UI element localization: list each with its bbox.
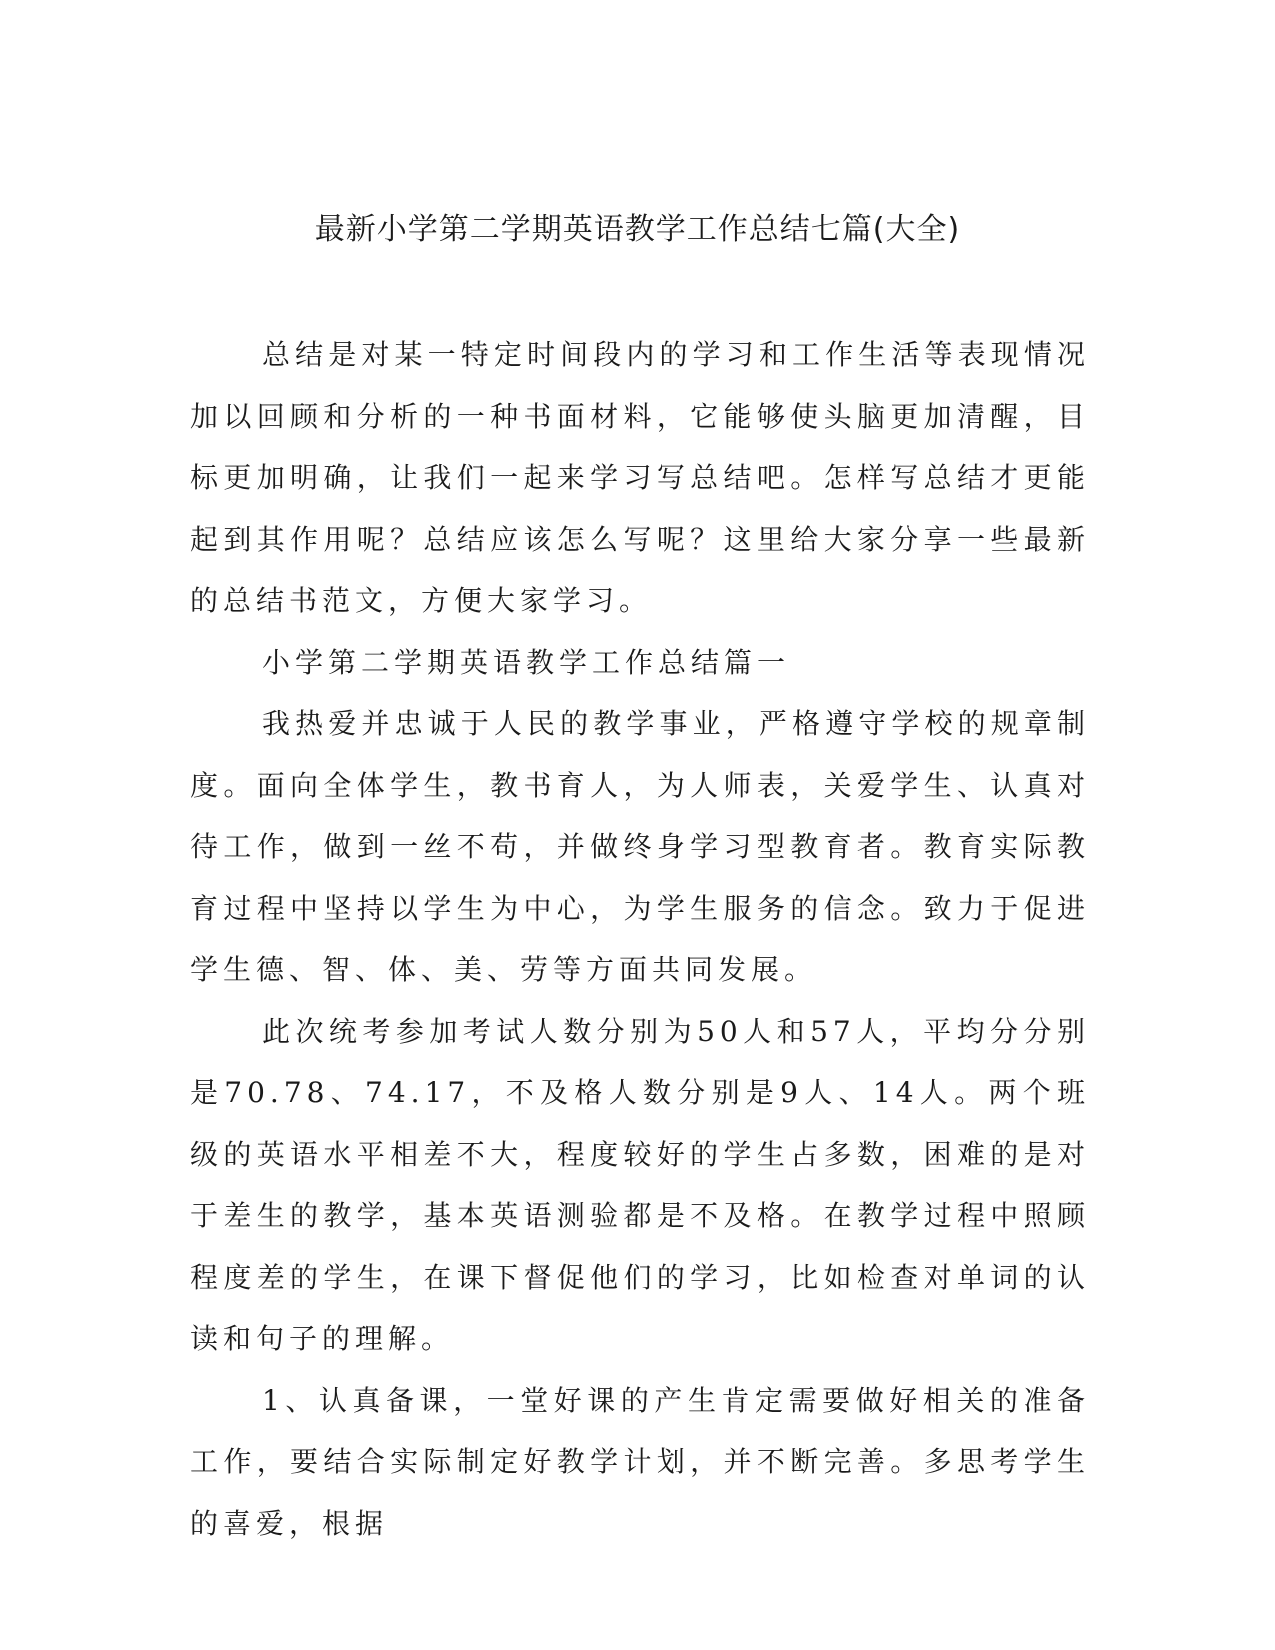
- section-heading: 小学第二学期英语教学工作总结篇一: [262, 645, 791, 679]
- paragraph-intro: 总结是对某一特定时间段内的学习和工作生活等表现情况加以回顾和分析的一种书面材料，它能够使头脑更加清醒，目标更加明确，让我们一起来学习写总结吧。怎样写总结才更能起到其作用呢？总结应该怎么写呢？这里给大家分享一些最新的总结书范文，方便大家学习。: [190, 338, 1090, 617]
- paragraph-exam-results: 此次统考参加考试人数分别为50人和57人，平均分分别是70.78、74.17，不及格人数分别是9人、14人。两个班级的英语水平相差不大，程度较好的学生占多数，困难的是对于差生的教学，基本英语测验都是不及格。在教学过程中照顾程度差的学生，在课下督促他们的学习，比如检查对单词的认读和句子的理解。: [190, 1014, 1090, 1355]
- paragraph-attitude: 我热爱并忠诚于人民的教学事业，严格遵守学校的规章制度。面向全体学生，教书育人，为人师表，关爱学生、认真对待工作，做到一丝不苟，并做终身学习型教育者。教育实际教育过程中坚持以学生为中心，为学生服务的信念。致力于促进学生德、智、体、美、劳等方面共同发展。: [190, 707, 1090, 986]
- document-body: [190, 324, 1090, 1554]
- document-title: 最新小学第二学期英语教学工作总结七篇(大全): [314, 212, 961, 247]
- paragraph-lesson-prep: 1、认真备课，一堂好课的产生肯定需要做好相关的准备工作，要结合实际制定好教学计划，并不断完善。多思考学生的喜爱，根据: [190, 1383, 1090, 1540]
